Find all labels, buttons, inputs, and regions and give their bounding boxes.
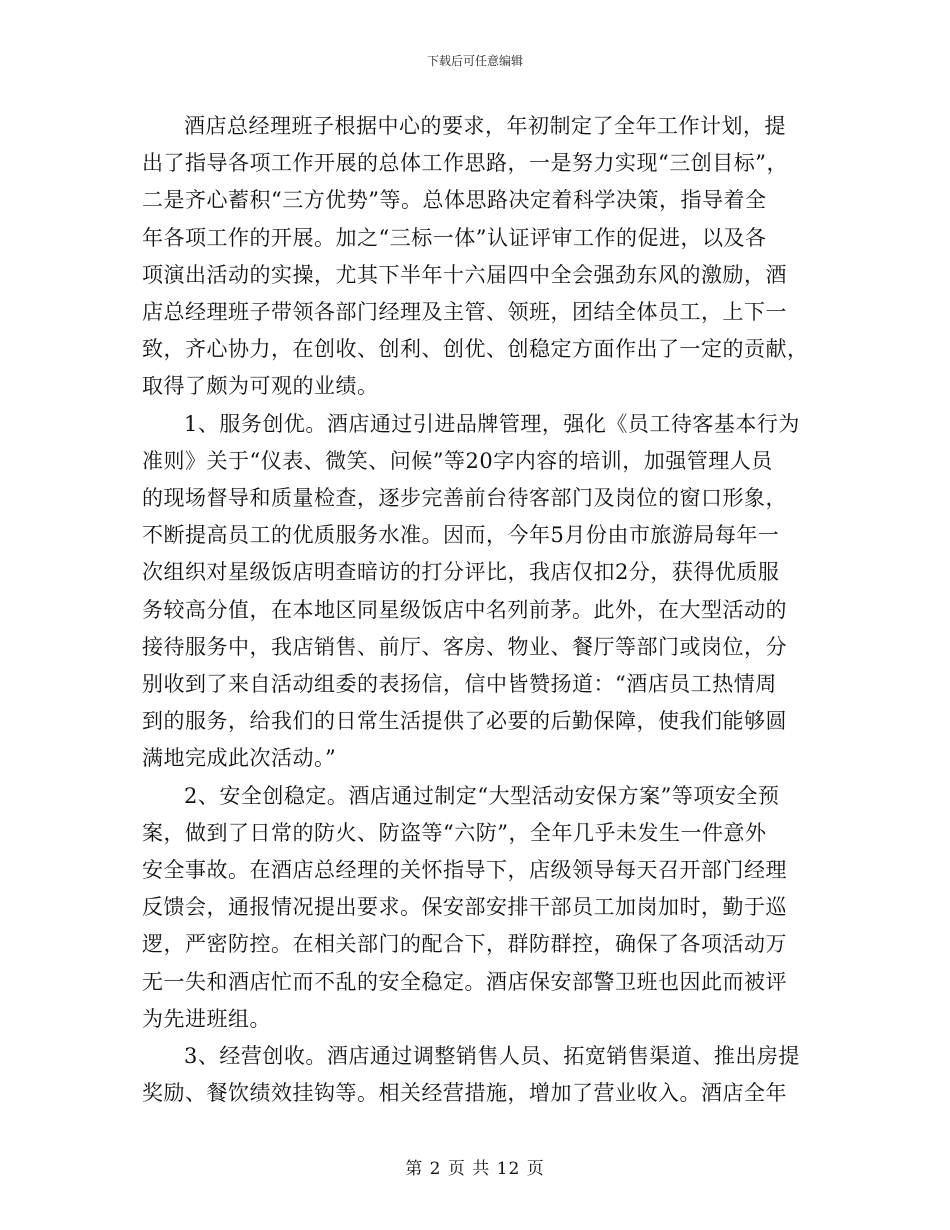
text-line: 店总经理班子带领各部门经理及主管、领班，团结全体员工，上下一 bbox=[142, 300, 787, 325]
text-line: 不断提高员工的优质服务水准。因而，今年5月份由市旅游局每年一 bbox=[142, 523, 780, 548]
paragraph-safety bbox=[142, 778, 812, 1038]
text-line: 年各项工作的开展。加之“三标一体”认证评审工作的促进，以及各 bbox=[142, 225, 767, 250]
text-line: 1、服务创优。酒店通过引进品牌管理，强化《员工待客基本行为 bbox=[184, 411, 800, 436]
document-body bbox=[142, 108, 812, 1112]
text-line: 项演出活动的实操，尤其下半年十六届四中全会强劲东风的激励，酒 bbox=[142, 262, 787, 287]
paragraph-revenue bbox=[142, 1038, 812, 1112]
text-line: 务较高分值，在本地区同星级饭店中名列前茅。此外，在大型活动的 bbox=[142, 597, 787, 622]
text-line: 的现场督导和质量检查，逐步完善前台待客部门及岗位的窗口形象， bbox=[142, 486, 787, 511]
text-line: 二是齐心蓄积“三方优势”等。总体思路决定着科学决策，指导着全 bbox=[142, 188, 767, 213]
text-line: 取得了颇为可观的业绩。 bbox=[142, 374, 379, 399]
page-footer: 第 2 页 共 12 页 bbox=[405, 1159, 545, 1179]
text-line: 反馈会，通报情况提出要求。保安部安排干部员工加岗加时，勤于巡 bbox=[142, 895, 787, 920]
text-line: 满地完成此次活动。” bbox=[142, 746, 337, 771]
paragraph-intro bbox=[142, 108, 812, 406]
text-line: 准则》关于“仪表、微笑、问候”等20字内容的培训，加强管理人员 bbox=[142, 448, 773, 473]
text-line: 出了指导各项工作开展的总体工作思路，一是努力实现“三创目标”， bbox=[142, 151, 788, 176]
page-header: 下载后可任意编辑 bbox=[426, 54, 523, 68]
text-line: 接待服务中，我店销售、前厅、客房、物业、餐厅等部门或岗位，分 bbox=[142, 634, 787, 659]
text-line: 为先进班组。 bbox=[142, 1006, 271, 1031]
text-line: 到的服务，给我们的日常生活提供了必要的后勤保障，使我们能够圆 bbox=[142, 709, 787, 734]
text-line: 奖励、餐饮绩效挂钩等。相关经营措施，增加了营业收入。酒店全年 bbox=[142, 1081, 787, 1106]
paragraph-service bbox=[142, 406, 812, 778]
text-line: 别收到了来自活动组委的表扬信，信中皆赞扬道：“酒店员工热情周 bbox=[142, 672, 777, 697]
text-line: 案，做到了日常的防火、防盗等“六防”，全年几乎未发生一件意外 bbox=[142, 820, 767, 845]
text-line: 安全事故。在酒店总经理的关怀指导下，店级领导每天召开部门经理 bbox=[142, 858, 787, 883]
text-line: 2、安全创稳定。酒店通过制定“大型活动安保方案”等项安全预 bbox=[184, 783, 780, 808]
text-line: 3、经营创收。酒店通过调整销售人员、拓宽销售渠道、推出房提 bbox=[184, 1044, 800, 1069]
text-line: 逻，严密防控。在相关部门的配合下，群防群控，确保了各项活动万 bbox=[142, 932, 787, 957]
text-line: 次组织对星级饭店明查暗访的打分评比，我店仅扣2分，获得优质服 bbox=[142, 560, 780, 585]
text-line: 致，齐心协力，在创收、创利、创优、创稳定方面作出了一定的贡献， bbox=[142, 337, 809, 362]
text-line: 酒店总经理班子根据中心的要求，年初制定了全年工作计划，提 bbox=[184, 114, 786, 138]
text-line: 无一失和酒店忙而不乱的安全稳定。酒店保安部警卫班也因此而被评 bbox=[142, 969, 787, 994]
